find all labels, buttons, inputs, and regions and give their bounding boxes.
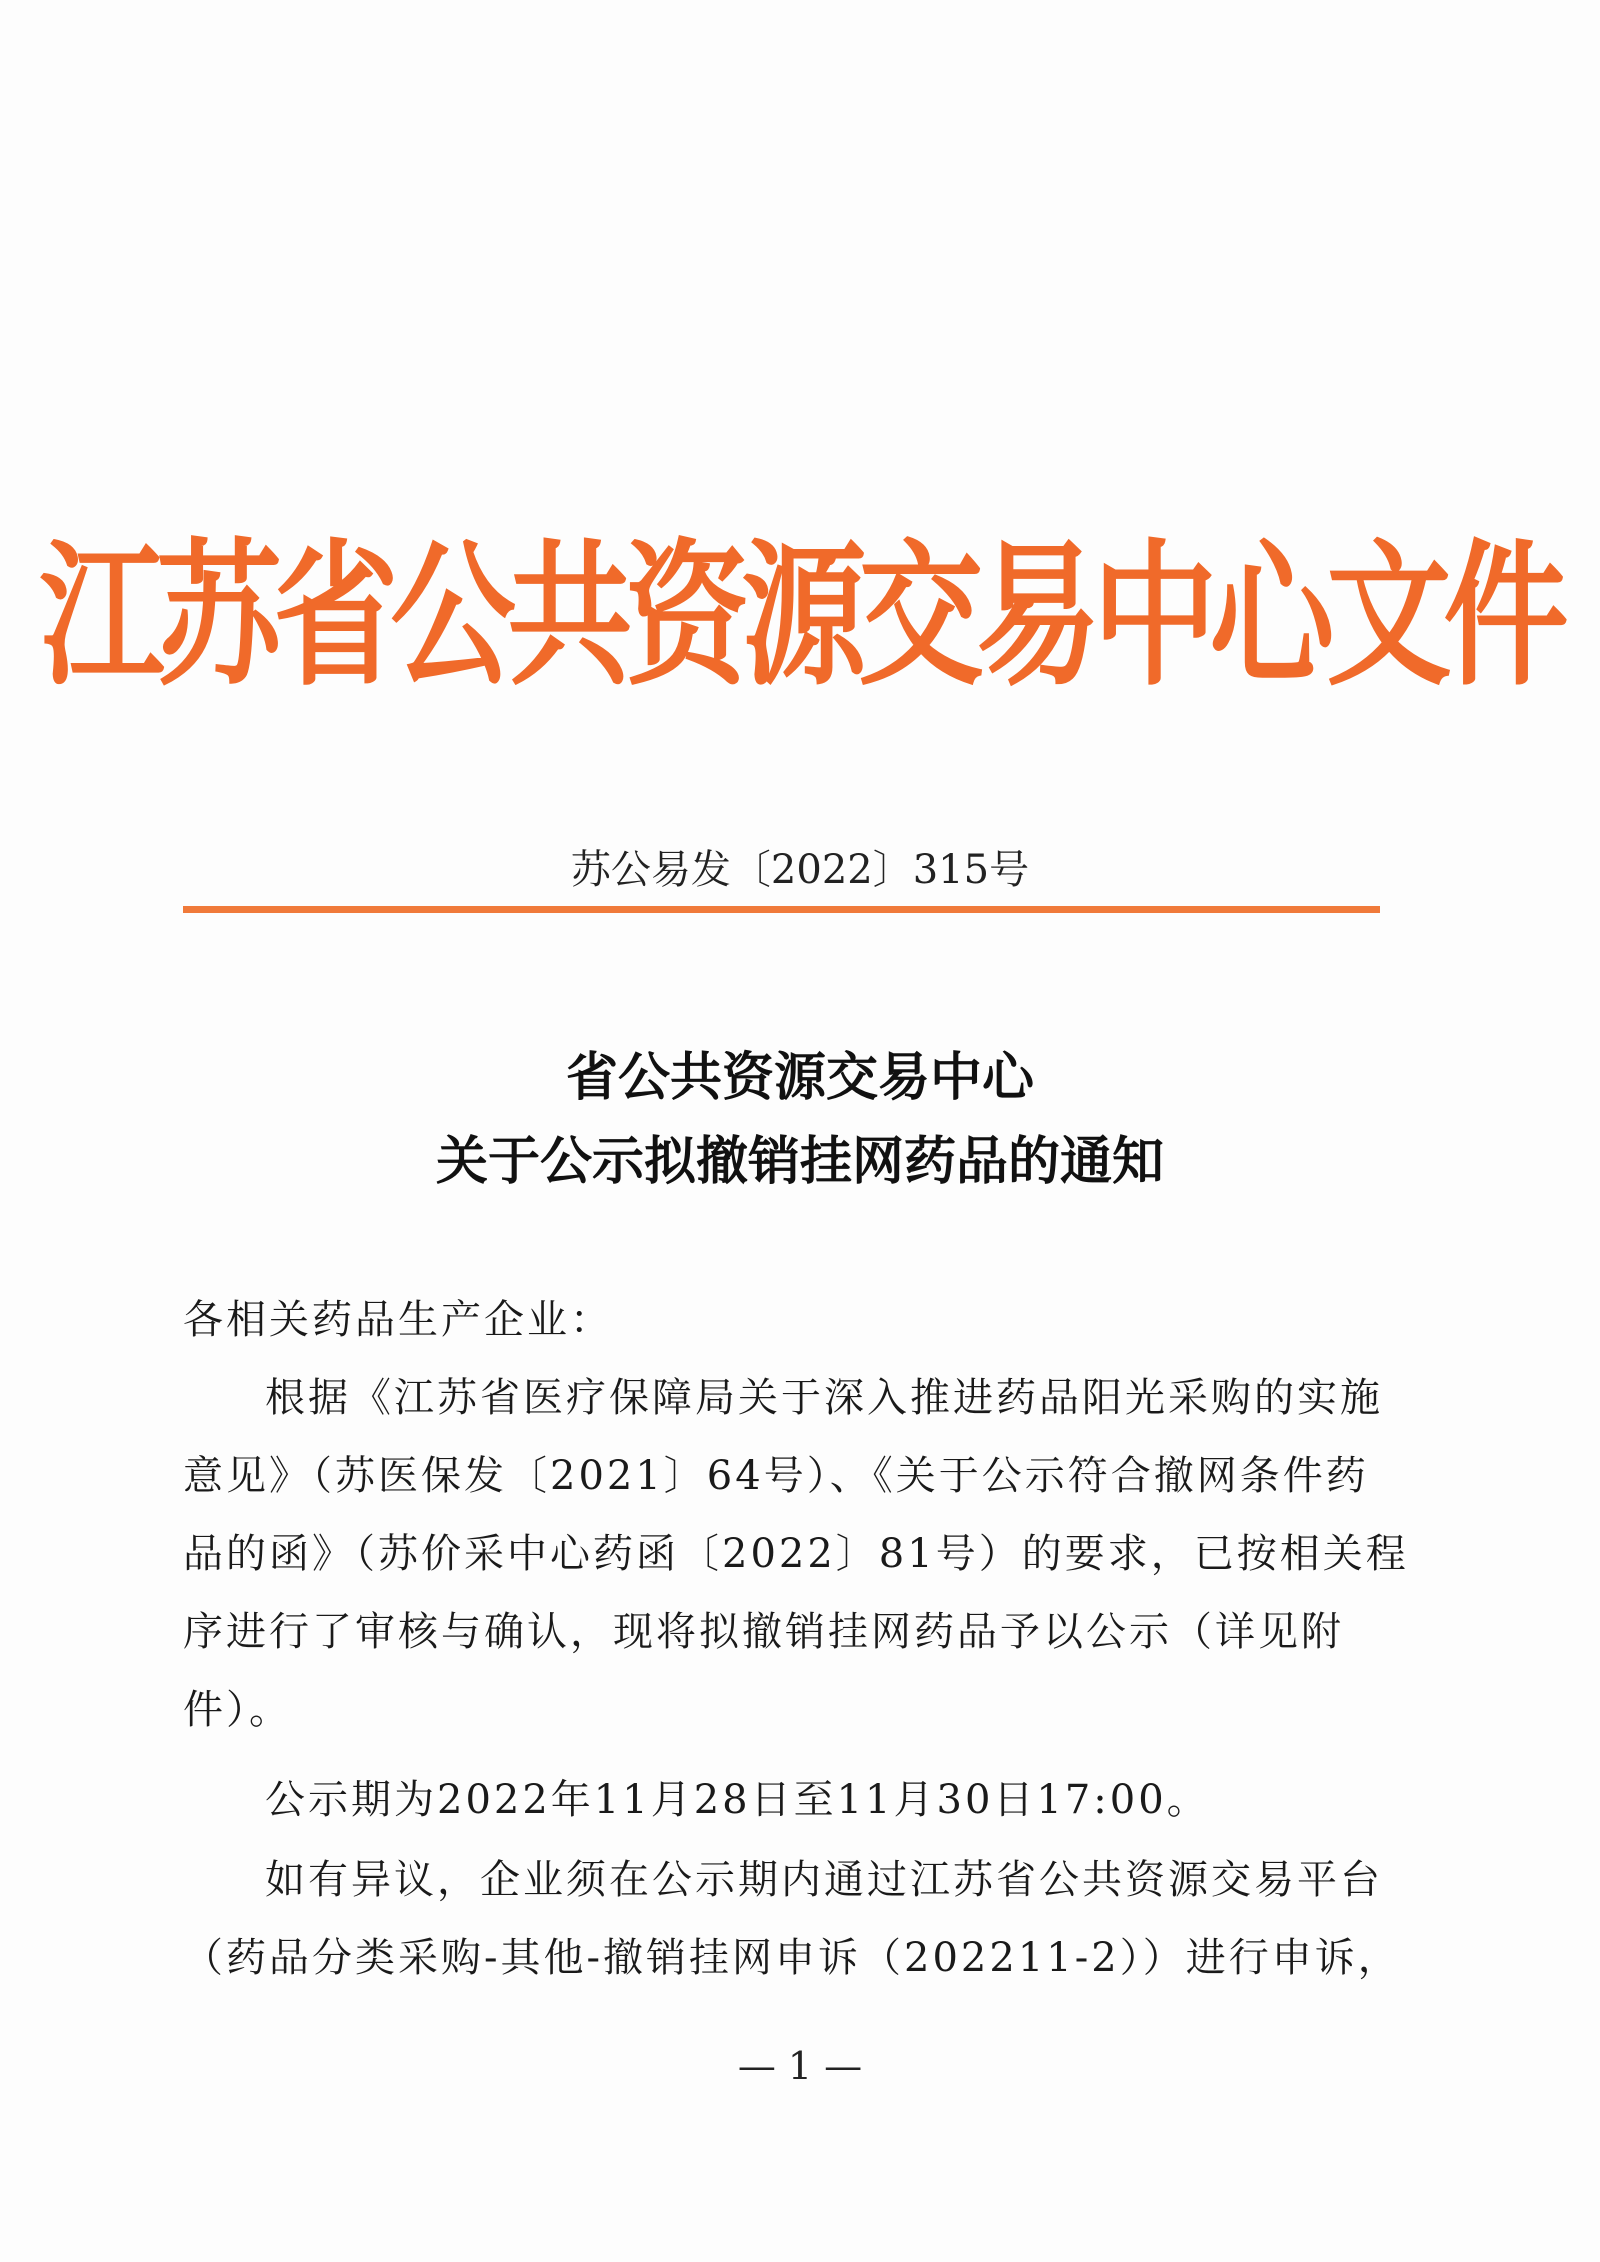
paragraph-1-line: 根据《江苏省医疗保障局关于深入推进药品阳光采购的实施 — [265, 1375, 1383, 1421]
paragraph-1-line: 件）。 — [183, 1687, 292, 1733]
document-masthead: 江苏省公共资源交易中心文件 — [39, 526, 1561, 708]
paragraph-1-line: 品的函》（苏价采中心药函〔2022〕81号）的要求，已按相关程 — [183, 1531, 1409, 1577]
paragraph-3-line: 如有异议，企业须在公示期内通过江苏省公共资源交易平台 — [265, 1857, 1383, 1903]
page-number: — 1 — — [737, 2044, 863, 2088]
paragraph-1-line: 序进行了审核与确认，现将拟撤销挂网药品予以公示（详见附 — [183, 1609, 1344, 1655]
document-number: 苏公易发〔2022〕315号 — [570, 847, 1030, 893]
paragraph-2: 公示期为2022年11月28日至11月30日17:00。 — [265, 1777, 1210, 1823]
salutation: 各相关药品生产企业： — [183, 1297, 613, 1343]
red-divider-line — [183, 906, 1380, 913]
notice-title-line-1: 省公共资源交易中心 — [565, 1047, 1034, 1108]
paragraph-1-line: 意见》（苏医保发〔2021〕64号）、《关于公示符合撤网条件药 — [183, 1453, 1369, 1499]
notice-title-line-2: 关于公示拟撤销挂网药品的通知 — [435, 1131, 1164, 1192]
paragraph-3-line: （药品分类采购-其他-撤销挂网申诉（202211-2））进行申诉， — [183, 1935, 1401, 1981]
